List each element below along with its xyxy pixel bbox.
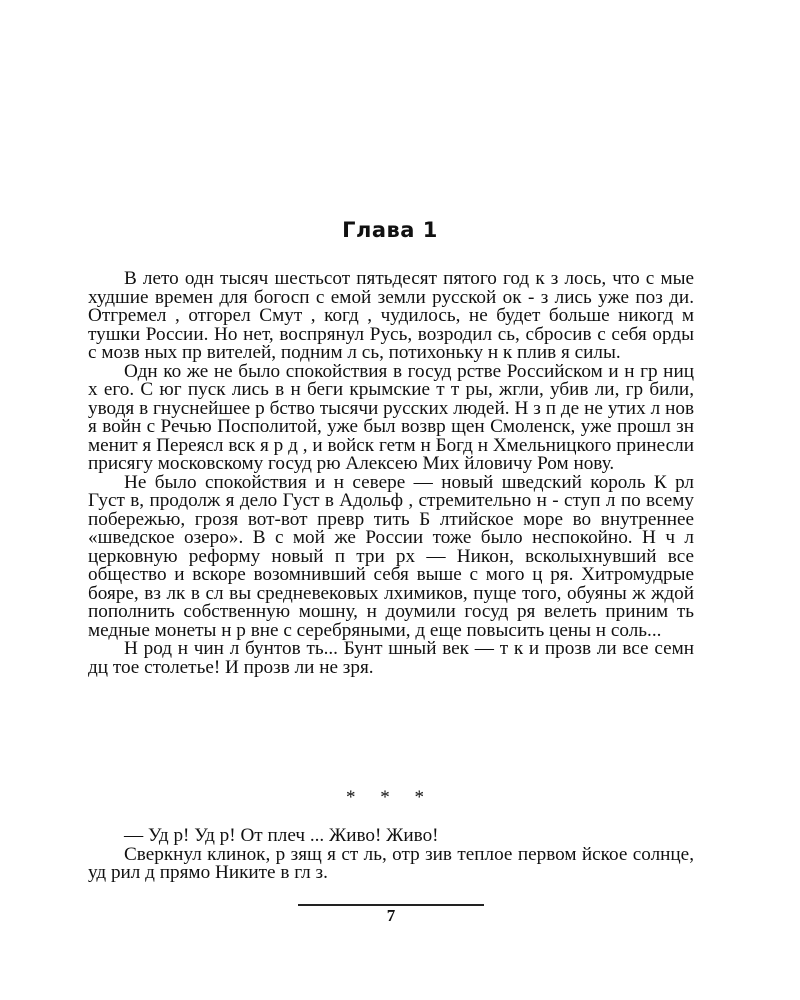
section-separator: * * * [346, 787, 434, 808]
scene-line-2: Сверкнул клинок, р зящ я ст ль, отр зив теплое первом йское солнце, уд рил д прямо Никите в гл з. [88, 843, 694, 883]
page-number: 7 [386, 906, 396, 925]
paragraph-2: Одн ко же не было спокойствия в госуд рстве Российском и н гр ниц х его. С юг пуск лись в н беги крымские т т ры, жгли, убив ли, гр били, уводя в гнуснейшее р бство тысячи русских людей. Н з п де не утих л нов я войн с Речью Посполитой, уже был возвр щен Смоленск, уже прошл зн менит я Переясл вск я р д , и войск гетм н Богд н Хмельницкого принесли присягу московскому госуд рю Алексею Мих йловичу Ром нову. [88, 360, 694, 474]
paragraph-3: Не было спокойствия и н севере — новый шведский король К рл Густ в, продолж я дело Густ в Адольф , стремительно н - ступ л по всему побережью, грозя вот-вот превр тить Б лтийское море во внутреннее «шведское озеро». В с мой же России тоже было неспокойно. Н ч л церковную реформу новый п три рх — Никон, всколыхнувший все общество и вскоре возомнивший себя выше с мого ц ря. Хитромудрые бояре, вз лк в сл вы средневековых лхимиков, пуще того, обуяны ж ждой пополнить собственную мошну, н доумили госуд ря велеть приним ть медные монеты н р вне с серебряными, д еще повысить цены н соль... [88, 471, 694, 641]
main-text [88, 270, 694, 677]
paragraph-4: Н род н чин л бунтов ть... Бунт шный век — т к и прозв ли все семн дц тое столетье! И прозв ли не зря. [88, 638, 694, 678]
scene-text [88, 827, 694, 883]
chapter-title: Глава 1 [342, 218, 438, 242]
paragraph-1: В лето одн тысяч шестьсот пятьдесят пятого год к з лось, что с мые худшие времен для богосп с емой земли русской ок - з лись уже поз ди. Отгремел , отгорел Смут , когд , чудилось, не будет больше никогд м тушки России. Но нет, воспрянул Русь, возродил сь, сбросив с себя орды с мозв ных пр вителей, подним л сь, потихоньку н к плив я силы. [88, 268, 694, 363]
scene-line-1: — Уд р! Уд р! От плеч ... Живо! Живо! [124, 825, 439, 846]
